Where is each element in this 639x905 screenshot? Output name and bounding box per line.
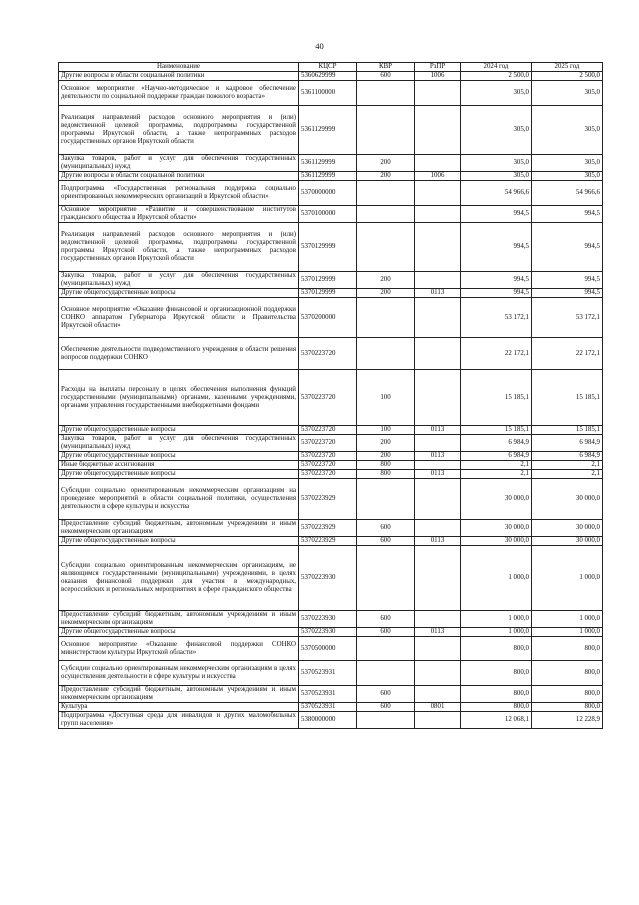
table-row xyxy=(59,712,603,729)
rzpr-cell: 1006 xyxy=(415,72,461,81)
budget-table xyxy=(58,62,603,729)
column-header-kvr: КВР xyxy=(357,63,415,72)
rzpr-cell xyxy=(415,712,461,729)
name-cell: Подпрограмма «Государственная региональная поддержка социально ориентированных некоммерческих организаций в Иркутской области» xyxy=(59,181,299,206)
rzpr-cell xyxy=(415,661,461,686)
amount-2025-cell: 305,0 xyxy=(532,172,603,181)
kvr-cell: 600 xyxy=(357,686,415,703)
table-row xyxy=(59,426,603,435)
table-row xyxy=(59,537,603,546)
table-row xyxy=(59,155,603,172)
kcsr-cell: 5370523931 xyxy=(299,686,357,703)
column-header-kcsr: КЦСР xyxy=(299,63,357,72)
kcsr-cell: 5370523931 xyxy=(299,661,357,686)
rzpr-cell: 0113 xyxy=(415,537,461,546)
rzpr-cell: 0113 xyxy=(415,289,461,298)
name-cell: Другие общегосударственные вопросы xyxy=(59,628,299,637)
amount-2024-cell: 800,0 xyxy=(461,686,532,703)
name-cell: Предоставление субсидий бюджетным, автономным учреждениям и иным некоммерческим организациям xyxy=(59,686,299,703)
kcsr-cell: 5361129999 xyxy=(299,155,357,172)
amount-2025-cell: 994,5 xyxy=(532,272,603,289)
amount-2024-cell: 305,0 xyxy=(461,155,532,172)
column-header-2024: 2024 год xyxy=(461,63,532,72)
amount-2025-cell: 15 185,1 xyxy=(532,370,603,426)
amount-2024-cell: 994,5 xyxy=(461,206,532,223)
amount-2024-cell: 2 500,0 xyxy=(461,72,532,81)
amount-2024-cell: 305,0 xyxy=(461,172,532,181)
kcsr-cell: 5380000000 xyxy=(299,712,357,729)
rzpr-cell xyxy=(415,686,461,703)
rzpr-cell xyxy=(415,181,461,206)
table-row xyxy=(59,72,603,81)
kcsr-cell: 5370129999 xyxy=(299,272,357,289)
column-header-name: Наименование xyxy=(59,63,299,72)
amount-2024-cell: 2,1 xyxy=(461,470,532,479)
kvr-cell: 200 xyxy=(357,452,415,461)
kcsr-cell: 5370223720 xyxy=(299,426,357,435)
amount-2024-cell: 6 984,9 xyxy=(461,452,532,461)
kvr-cell xyxy=(357,298,415,338)
kvr-cell xyxy=(357,712,415,729)
rzpr-cell xyxy=(415,370,461,426)
name-cell: Реализация направлений расходов основного мероприятия и (или) ведомственной целевой программы, подпрограммы государственной программы Иркутской области, а также непрограммных расходов государственных органов Иркутской области xyxy=(59,106,299,155)
table-row xyxy=(59,223,603,272)
rzpr-cell xyxy=(415,223,461,272)
name-cell: Субсидии социально ориентированным некоммерческим организациям в целях осуществления деятельности в сфере культуры и искусства xyxy=(59,661,299,686)
amount-2024-cell: 30 000,0 xyxy=(461,479,532,520)
kvr-cell xyxy=(357,546,415,611)
amount-2025-cell: 994,5 xyxy=(532,206,603,223)
amount-2025-cell: 994,5 xyxy=(532,223,603,272)
name-cell: Другие общегосударственные вопросы xyxy=(59,452,299,461)
kvr-cell xyxy=(357,181,415,206)
amount-2025-cell: 305,0 xyxy=(532,81,603,106)
kvr-cell: 800 xyxy=(357,470,415,479)
amount-2025-cell: 1 000,0 xyxy=(532,611,603,628)
kvr-cell xyxy=(357,81,415,106)
name-cell: Иные бюджетные ассигнования xyxy=(59,461,299,470)
kcsr-cell: 5360629999 xyxy=(299,72,357,81)
amount-2025-cell: 6 984,9 xyxy=(532,435,603,452)
name-cell: Другие вопросы в области социальной политики xyxy=(59,172,299,181)
table-row xyxy=(59,520,603,537)
name-cell: Реализация направлений расходов основного мероприятия и (или) ведомственной целевой программы, подпрограммы государственной программы Иркутской области, а также непрограммных расходов государственных органов Иркутской области xyxy=(59,223,299,272)
rzpr-cell xyxy=(415,479,461,520)
amount-2025-cell: 994,5 xyxy=(532,289,603,298)
kcsr-cell: 5370223720 xyxy=(299,370,357,426)
table-row xyxy=(59,435,603,452)
kvr-cell: 200 xyxy=(357,435,415,452)
table-row xyxy=(59,289,603,298)
table-row xyxy=(59,81,603,106)
name-cell: Другие общегосударственные вопросы xyxy=(59,470,299,479)
amount-2025-cell: 30 000,0 xyxy=(532,520,603,537)
table-row xyxy=(59,461,603,470)
amount-2024-cell: 12 068,1 xyxy=(461,712,532,729)
table-row xyxy=(59,686,603,703)
amount-2024-cell: 15 185,1 xyxy=(461,370,532,426)
name-cell: Другие общегосударственные вопросы xyxy=(59,537,299,546)
kcsr-cell: 5370129999 xyxy=(299,289,357,298)
page-number: 40 xyxy=(315,41,324,51)
amount-2025-cell: 6 984,9 xyxy=(532,452,603,461)
kcsr-cell: 5370500000 xyxy=(299,637,357,661)
amount-2025-cell: 1 000,0 xyxy=(532,546,603,611)
rzpr-cell xyxy=(415,155,461,172)
name-cell: Обеспечение деятельности подведомственного учреждения в области решения вопросов поддержки СОНКО xyxy=(59,338,299,370)
kvr-cell: 600 xyxy=(357,703,415,712)
amount-2024-cell: 994,5 xyxy=(461,223,532,272)
rzpr-cell: 0801 xyxy=(415,703,461,712)
table-row xyxy=(59,637,603,661)
name-cell: Предоставление субсидий бюджетным, автономным учреждениям и иным некоммерческим организациям xyxy=(59,520,299,537)
table-row xyxy=(59,338,603,370)
column-header-2025: 2025 год xyxy=(532,63,603,72)
name-cell: Другие вопросы в области социальной политики xyxy=(59,72,299,81)
kvr-cell: 600 xyxy=(357,72,415,81)
kcsr-cell: 5370223720 xyxy=(299,470,357,479)
amount-2025-cell: 2 500,0 xyxy=(532,72,603,81)
kvr-cell: 600 xyxy=(357,628,415,637)
rzpr-cell xyxy=(415,520,461,537)
name-cell: Основное мероприятие «Научно-методическое и кадровое обеспечение деятельности по социальной поддержке граждан пожилого возраста» xyxy=(59,81,299,106)
table-row xyxy=(59,452,603,461)
amount-2024-cell: 1 000,0 xyxy=(461,546,532,611)
kcsr-cell: 5370000000 xyxy=(299,181,357,206)
amount-2024-cell: 54 966,6 xyxy=(461,181,532,206)
amount-2024-cell: 800,0 xyxy=(461,703,532,712)
kvr-cell xyxy=(357,661,415,686)
amount-2025-cell: 800,0 xyxy=(532,686,603,703)
name-cell: Закупка товаров, работ и услуг для обеспечения государственных (муниципальных) нужд xyxy=(59,272,299,289)
column-header-rzpr: РзПР xyxy=(415,63,461,72)
kcsr-cell: 5361129999 xyxy=(299,172,357,181)
rzpr-cell xyxy=(415,206,461,223)
kvr-cell: 200 xyxy=(357,172,415,181)
table-row xyxy=(59,106,603,155)
name-cell: Закупка товаров, работ и услуг для обеспечения государственных (муниципальных) нужд xyxy=(59,435,299,452)
name-cell: Другие общегосударственные вопросы xyxy=(59,426,299,435)
kcsr-cell: 5370223929 xyxy=(299,479,357,520)
kvr-cell: 100 xyxy=(357,426,415,435)
kvr-cell: 800 xyxy=(357,461,415,470)
name-cell: Расходы на выплаты персоналу в целях обеспечения выполнения функций государственными (муниципальными) органами, казенными учреждениями, органами управления государственными внебюджетными фондами xyxy=(59,370,299,426)
amount-2025-cell: 15 185,1 xyxy=(532,426,603,435)
amount-2024-cell: 994,5 xyxy=(461,289,532,298)
kcsr-cell: 5370223720 xyxy=(299,461,357,470)
kvr-cell xyxy=(357,479,415,520)
table-row xyxy=(59,611,603,628)
amount-2024-cell: 6 984,9 xyxy=(461,435,532,452)
kcsr-cell: 5370223929 xyxy=(299,520,357,537)
table-row xyxy=(59,272,603,289)
kcsr-cell: 5370223929 xyxy=(299,537,357,546)
kvr-cell: 100 xyxy=(357,370,415,426)
rzpr-cell: 0113 xyxy=(415,426,461,435)
amount-2025-cell: 305,0 xyxy=(532,106,603,155)
amount-2024-cell: 30 000,0 xyxy=(461,537,532,546)
kcsr-cell: 5361100000 xyxy=(299,81,357,106)
table-row xyxy=(59,703,603,712)
name-cell: Другие общегосударственные вопросы xyxy=(59,289,299,298)
amount-2025-cell: 305,0 xyxy=(532,155,603,172)
table-row xyxy=(59,181,603,206)
amount-2025-cell: 1 000,0 xyxy=(532,628,603,637)
amount-2024-cell: 800,0 xyxy=(461,661,532,686)
rzpr-cell xyxy=(415,338,461,370)
table-row xyxy=(59,206,603,223)
kcsr-cell: 5370223930 xyxy=(299,628,357,637)
kcsr-cell: 5370100000 xyxy=(299,206,357,223)
kcsr-cell: 5361129999 xyxy=(299,106,357,155)
amount-2025-cell: 53 172,1 xyxy=(532,298,603,338)
kcsr-cell: 5370223720 xyxy=(299,435,357,452)
name-cell: Предоставление субсидий бюджетным, автономным учреждениям и иным некоммерческим организациям xyxy=(59,611,299,628)
rzpr-cell xyxy=(415,435,461,452)
kcsr-cell: 5370200000 xyxy=(299,298,357,338)
amount-2025-cell: 800,0 xyxy=(532,703,603,712)
table-row xyxy=(59,546,603,611)
table-header-row xyxy=(59,63,603,72)
table-row xyxy=(59,370,603,426)
amount-2024-cell: 305,0 xyxy=(461,81,532,106)
amount-2025-cell: 12 228,9 xyxy=(532,712,603,729)
kvr-cell xyxy=(357,637,415,661)
amount-2024-cell: 2,1 xyxy=(461,461,532,470)
name-cell: Основное мероприятие «Развитие и совершенствование институтов гражданского общества в Иркутской области» xyxy=(59,206,299,223)
rzpr-cell xyxy=(415,461,461,470)
kcsr-cell: 5370223930 xyxy=(299,611,357,628)
kcsr-cell: 5370223930 xyxy=(299,546,357,611)
kcsr-cell: 5370223720 xyxy=(299,452,357,461)
name-cell: Основное мероприятие «Оказание финансовой поддержки СОНКО министерством культуры Иркутской области» xyxy=(59,637,299,661)
amount-2024-cell: 22 172,1 xyxy=(461,338,532,370)
rzpr-cell: 0113 xyxy=(415,470,461,479)
amount-2025-cell: 54 966,6 xyxy=(532,181,603,206)
kcsr-cell: 5370129999 xyxy=(299,223,357,272)
rzpr-cell xyxy=(415,272,461,289)
name-cell: Закупка товаров, работ и услуг для обеспечения государственных (муниципальных) нужд xyxy=(59,155,299,172)
amount-2024-cell: 800,0 xyxy=(461,637,532,661)
amount-2024-cell: 53 172,1 xyxy=(461,298,532,338)
kvr-cell xyxy=(357,338,415,370)
amount-2025-cell: 800,0 xyxy=(532,637,603,661)
kvr-cell xyxy=(357,206,415,223)
kvr-cell xyxy=(357,106,415,155)
rzpr-cell xyxy=(415,298,461,338)
table-row xyxy=(59,470,603,479)
name-cell: Субсидии социально ориентированным некоммерческим организациям на проведение мероприятий в области социальной политики, осуществления деятельности в сфере культуры и искусства xyxy=(59,479,299,520)
amount-2024-cell: 1 000,0 xyxy=(461,611,532,628)
amount-2025-cell: 30 000,0 xyxy=(532,537,603,546)
table-row xyxy=(59,661,603,686)
rzpr-cell xyxy=(415,106,461,155)
rzpr-cell xyxy=(415,611,461,628)
rzpr-cell: 0113 xyxy=(415,628,461,637)
amount-2025-cell: 800,0 xyxy=(532,661,603,686)
amount-2025-cell: 2,1 xyxy=(532,461,603,470)
kvr-cell: 600 xyxy=(357,611,415,628)
kvr-cell: 600 xyxy=(357,537,415,546)
kvr-cell: 200 xyxy=(357,272,415,289)
amount-2025-cell: 22 172,1 xyxy=(532,338,603,370)
table-row xyxy=(59,628,603,637)
amount-2025-cell: 30 000,0 xyxy=(532,479,603,520)
kvr-cell: 200 xyxy=(357,155,415,172)
amount-2024-cell: 994,5 xyxy=(461,272,532,289)
name-cell: Подпрограмма «Доступная среда для инвалидов и других маломобильных групп населения» xyxy=(59,712,299,729)
kcsr-cell: 5370223720 xyxy=(299,338,357,370)
name-cell: Основное мероприятие «Оказание финансовой и организационной поддержки СОНКО аппаратом Губернатора Иркутской области и Правительства Иркутской области» xyxy=(59,298,299,338)
kvr-cell: 200 xyxy=(357,289,415,298)
kvr-cell: 600 xyxy=(357,520,415,537)
amount-2024-cell: 15 185,1 xyxy=(461,426,532,435)
table-row xyxy=(59,298,603,338)
name-cell: Культура xyxy=(59,703,299,712)
table-body xyxy=(59,72,603,729)
amount-2024-cell: 1 000,0 xyxy=(461,628,532,637)
rzpr-cell xyxy=(415,546,461,611)
table-row xyxy=(59,479,603,520)
amount-2024-cell: 30 000,0 xyxy=(461,520,532,537)
kcsr-cell: 5370523931 xyxy=(299,703,357,712)
amount-2025-cell: 2,1 xyxy=(532,470,603,479)
kvr-cell xyxy=(357,223,415,272)
rzpr-cell: 1006 xyxy=(415,172,461,181)
table-row xyxy=(59,172,603,181)
amount-2024-cell: 305,0 xyxy=(461,106,532,155)
rzpr-cell xyxy=(415,637,461,661)
name-cell: Субсидии социально ориентированным некоммерческим организациям, не являющимся государственными (муниципальными) учреждениями, в целях оказания финансовой поддержки для участия в международных, всероссийских и региональных мероприятиях в сфере гражданского общества xyxy=(59,546,299,611)
rzpr-cell: 0113 xyxy=(415,452,461,461)
rzpr-cell xyxy=(415,81,461,106)
